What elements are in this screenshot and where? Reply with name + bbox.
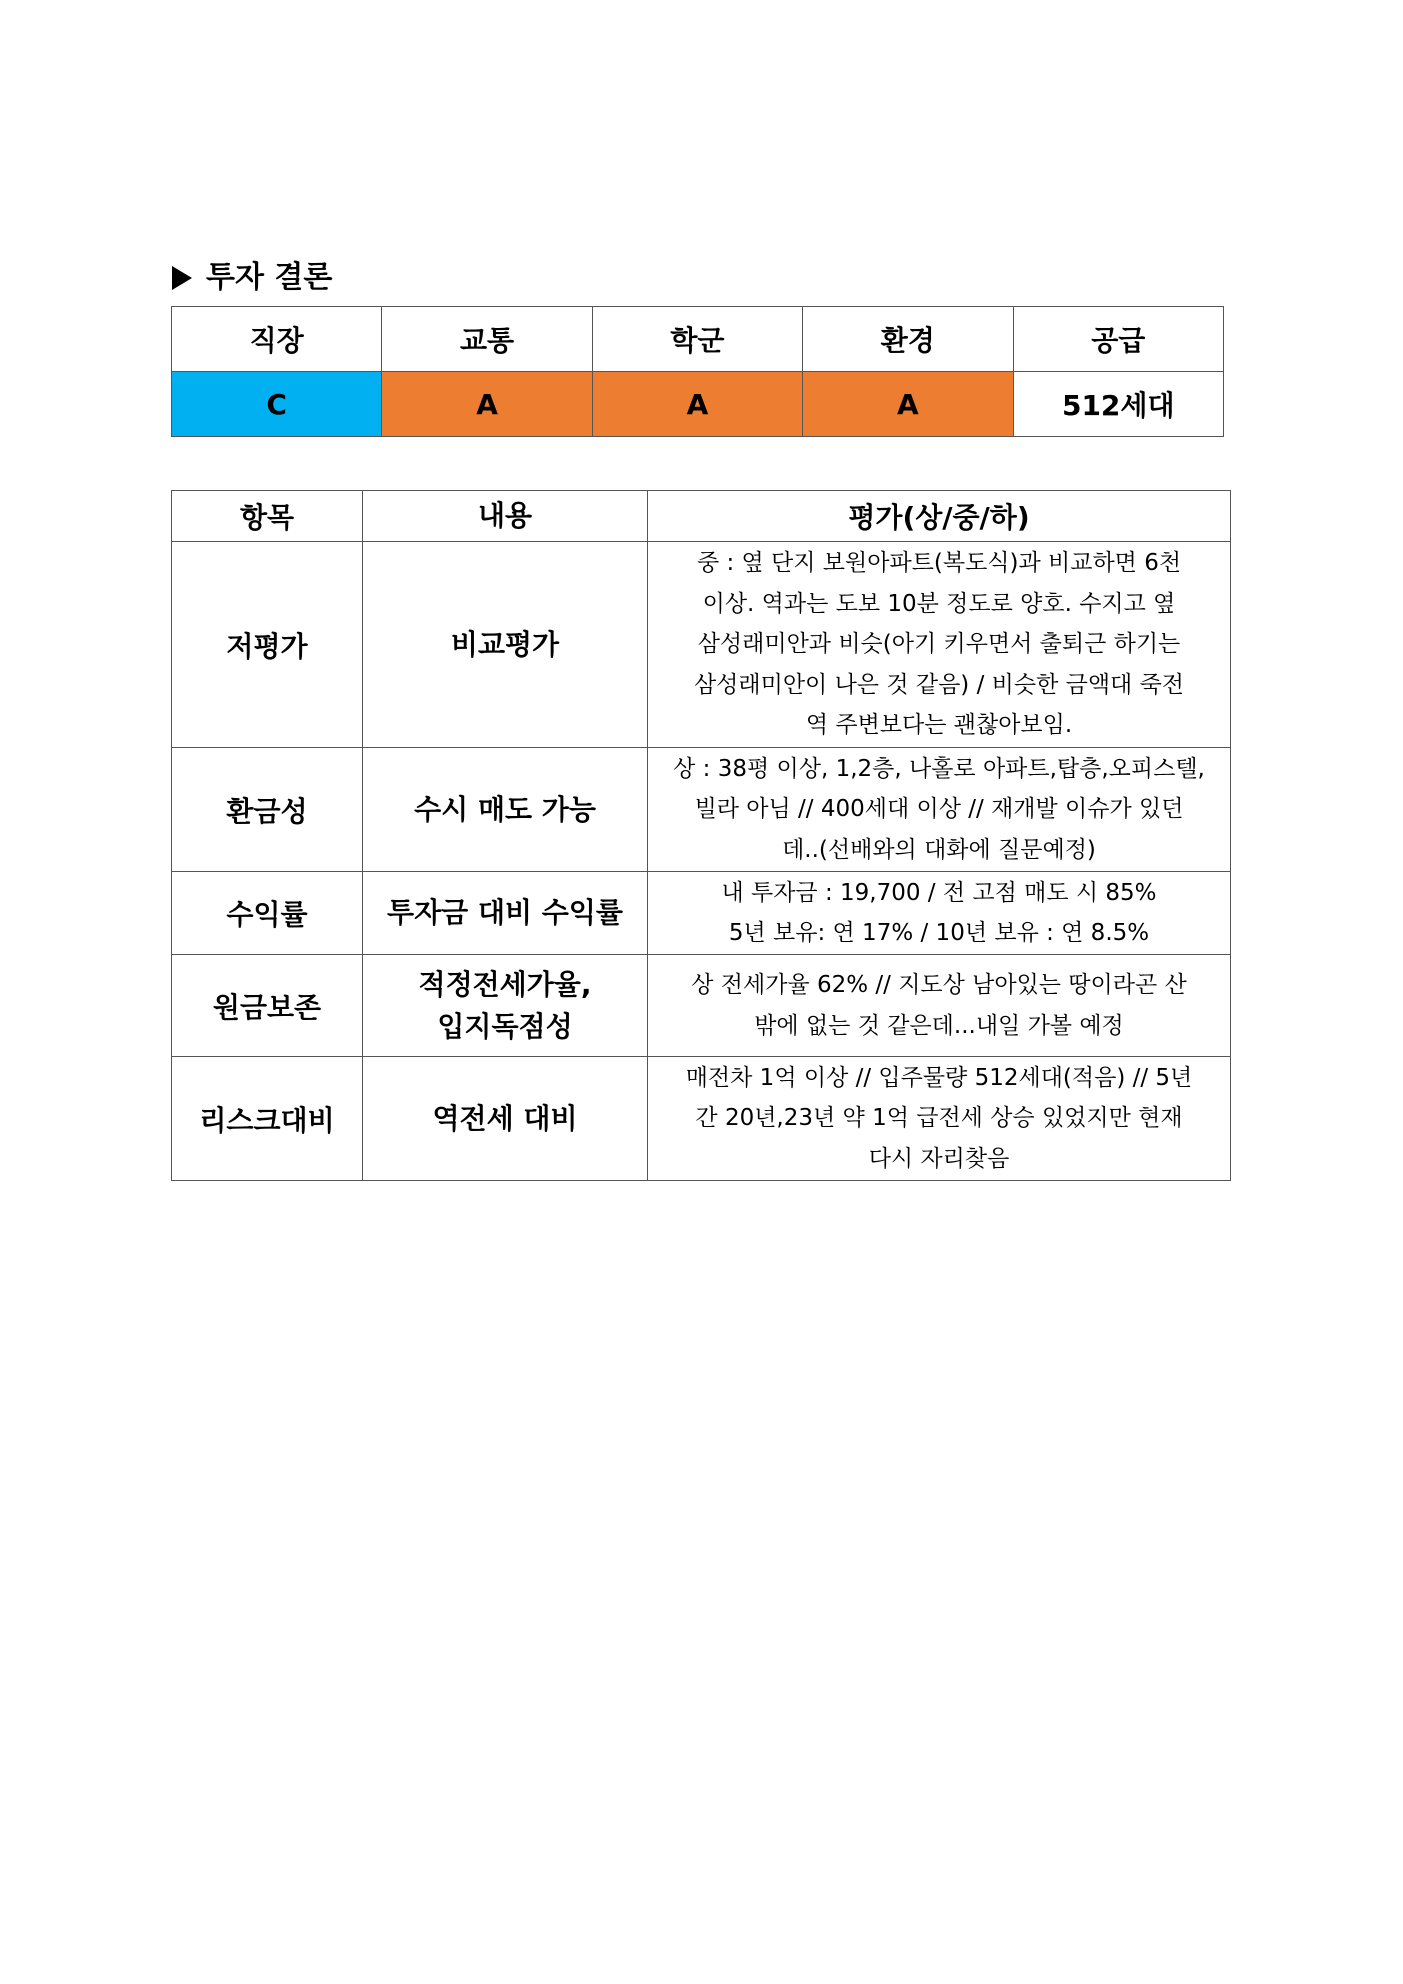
description-line: 빌라 아님 // 400세대 이상 // 재개발 이슈가 있던	[694, 796, 1184, 823]
evaluation-header-rating: 평가(상/중/하)	[648, 491, 1231, 542]
description-line: 중 : 옆 단지 보원아파트(복도식)과 비교하면 6천	[696, 550, 1182, 577]
description-line: 상 전세가율 62% // 지도상 남아있는 땅이라곤 산	[691, 972, 1187, 998]
row-item: 저평가	[172, 542, 363, 748]
row-content: 비교평가	[363, 542, 648, 748]
evaluation-header-content: 내용	[363, 491, 648, 542]
description-line: 상 : 38평 이상, 1,2층, 나홀로 아파트,탑층,오피스텔,	[673, 755, 1205, 782]
row-content	[363, 955, 648, 1057]
row-content: 역전세 대비	[363, 1057, 648, 1181]
summary-header-row	[172, 307, 1224, 372]
evaluation-row-undervalued	[172, 542, 1231, 748]
row-description	[648, 872, 1231, 955]
content-line: 입지독점성	[437, 1009, 573, 1043]
section-title-text: 투자 결론	[206, 260, 333, 295]
description-line: 역 주변보다는 괜찮아보임.	[805, 712, 1073, 739]
description-line: 내 투자금 : 19,700 / 전 고점 매도 시 85%	[721, 879, 1157, 906]
row-description	[648, 542, 1231, 748]
summary-header-environment: 환경	[803, 307, 1013, 372]
summary-value-work: C	[172, 372, 382, 437]
summary-header-school: 학군	[592, 307, 802, 372]
row-description	[648, 1057, 1231, 1181]
evaluation-row-principal	[172, 955, 1231, 1057]
row-description	[648, 955, 1231, 1057]
section-title	[172, 258, 332, 298]
description-line: 다시 자리찾음	[868, 1145, 1010, 1172]
evaluation-row-risk	[172, 1057, 1231, 1181]
evaluation-row-liquidity	[172, 748, 1231, 872]
summary-header-transport: 교통	[382, 307, 592, 372]
description-line: 데..(선배와의 대화에 질문예정)	[782, 836, 1096, 863]
triangle-marker-icon	[172, 266, 192, 290]
evaluation-header-item: 항목	[172, 491, 363, 542]
summary-header-work: 직장	[172, 307, 382, 372]
summary-value-environment: A	[803, 372, 1013, 437]
description-line: 이상. 역과는 도보 10분 정도로 양호. 수지고 옆	[702, 590, 1176, 617]
row-item: 환금성	[172, 748, 363, 872]
evaluation-header-row	[172, 491, 1231, 542]
description-line: 밖에 없는 것 같은데...내일 가볼 예정	[754, 1012, 1124, 1039]
content-line: 적정전세가율,	[418, 967, 592, 1001]
summary-value-supply: 512세대	[1013, 372, 1224, 437]
evaluation-row-yield	[172, 872, 1231, 955]
description-line: 5년 보유: 연 17% / 10년 보유 : 연 8.5%	[728, 920, 1150, 946]
row-description	[648, 748, 1231, 872]
summary-header-supply: 공급	[1013, 307, 1224, 372]
row-item: 원금보존	[172, 955, 363, 1057]
description-line: 삼성래미안이 나은 것 같음) / 비슷한 금액대 죽전	[693, 671, 1185, 698]
row-content: 투자금 대비 수익률	[363, 872, 648, 955]
summary-value-transport: A	[382, 372, 592, 437]
summary-value-row	[172, 372, 1224, 437]
description-line: 삼성래미안과 비슷(아기 키우면서 출퇴근 하기는	[697, 631, 1181, 658]
evaluation-table	[171, 490, 1231, 1181]
summary-value-school: A	[592, 372, 802, 437]
row-item: 수익률	[172, 872, 363, 955]
summary-table	[171, 306, 1224, 437]
description-line: 간 20년,23년 약 1억 급전세 상승 있었지만 현재	[695, 1105, 1183, 1132]
description-line: 매전차 1억 이상 // 입주물량 512세대(적음) // 5년	[685, 1064, 1193, 1091]
row-content: 수시 매도 가능	[363, 748, 648, 872]
row-item: 리스크대비	[172, 1057, 363, 1181]
